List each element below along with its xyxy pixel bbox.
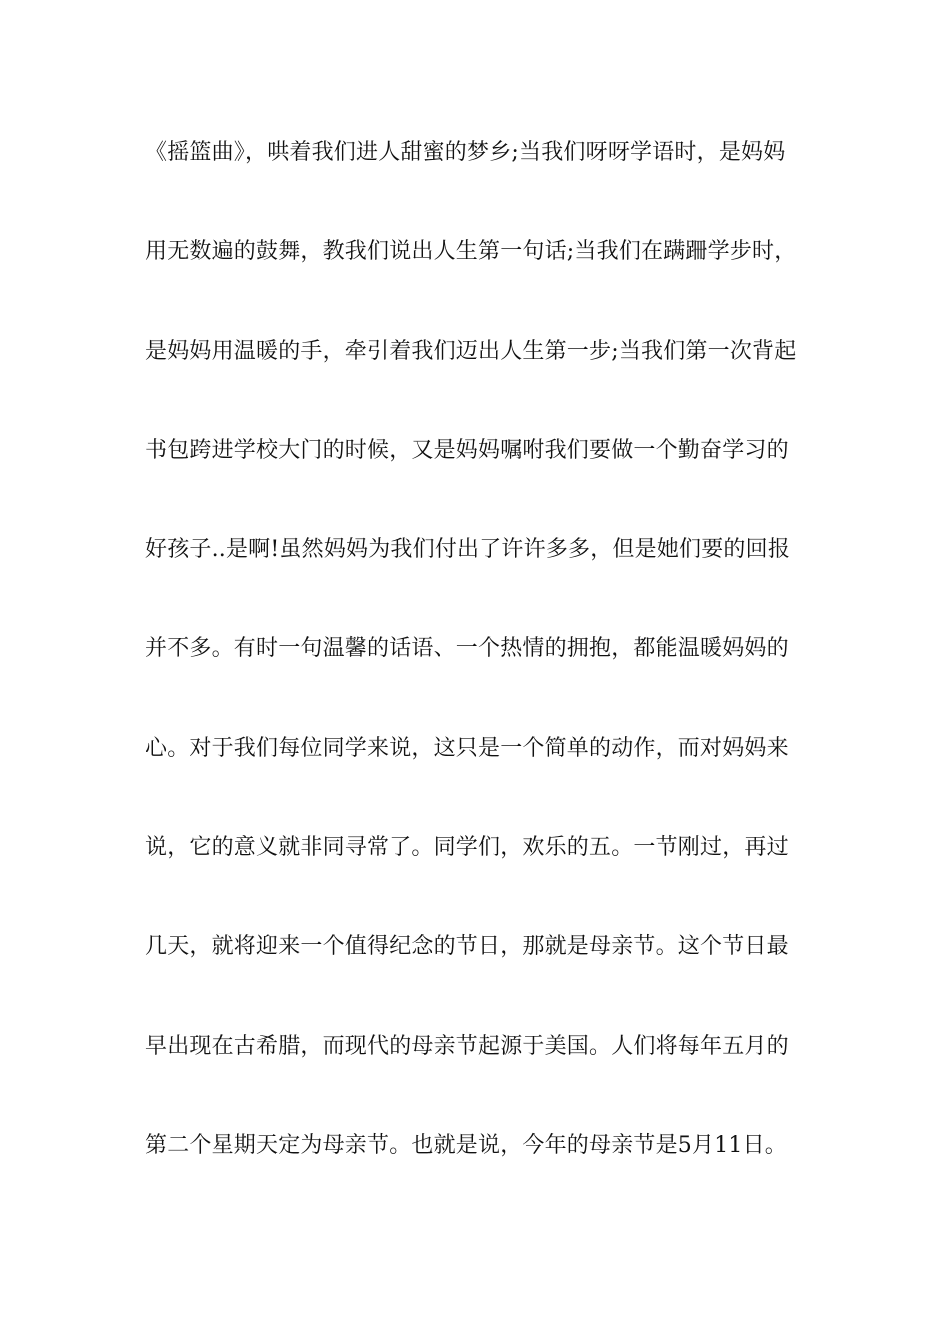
- text-line: 书包跨进学校大门的时候，又是妈妈嘱咐我们要做一个勤奋学习的: [145, 437, 789, 463]
- text-line: 并不多。有时一句温馨的话语、一个热情的拥抱，都能温暖妈妈的: [145, 636, 789, 662]
- text-line: 好孩子..是啊!虽然妈妈为我们付出了许许多多，但是她们要的回报: [145, 537, 791, 563]
- text-line: 是妈妈用温暖的手，牵引着我们迈出人生第一步;当我们第一次背起: [145, 338, 797, 364]
- text-line: 说，它的意义就非同寻常了。同学们，欢乐的五。一节刚过，再过: [145, 835, 789, 861]
- text-line: 《摇篮曲》，哄着我们进人甜蜜的梦乡;当我们呀呀学语时，是妈妈: [145, 140, 786, 165]
- text-line: 心。对于我们每位同学来说，这只是一个简单的动作，而对妈妈来: [145, 735, 789, 761]
- text-line: 几天，就将迎来一个值得纪念的节日，那就是母亲节。这个节日最: [145, 934, 789, 960]
- text-line: 用无数遍的鼓舞，教我们说出人生第一句话;当我们在蹒跚学步时，: [145, 239, 797, 265]
- text-line: 早出现在古希腊，而现代的母亲节起源于美国。人们将每年五月的: [145, 1033, 789, 1059]
- body-paragraph: [145, 130, 815, 1222]
- text-line: 第二个星期天定为母亲节。也就是说，今年的母亲节是5月11日。: [145, 1132, 787, 1158]
